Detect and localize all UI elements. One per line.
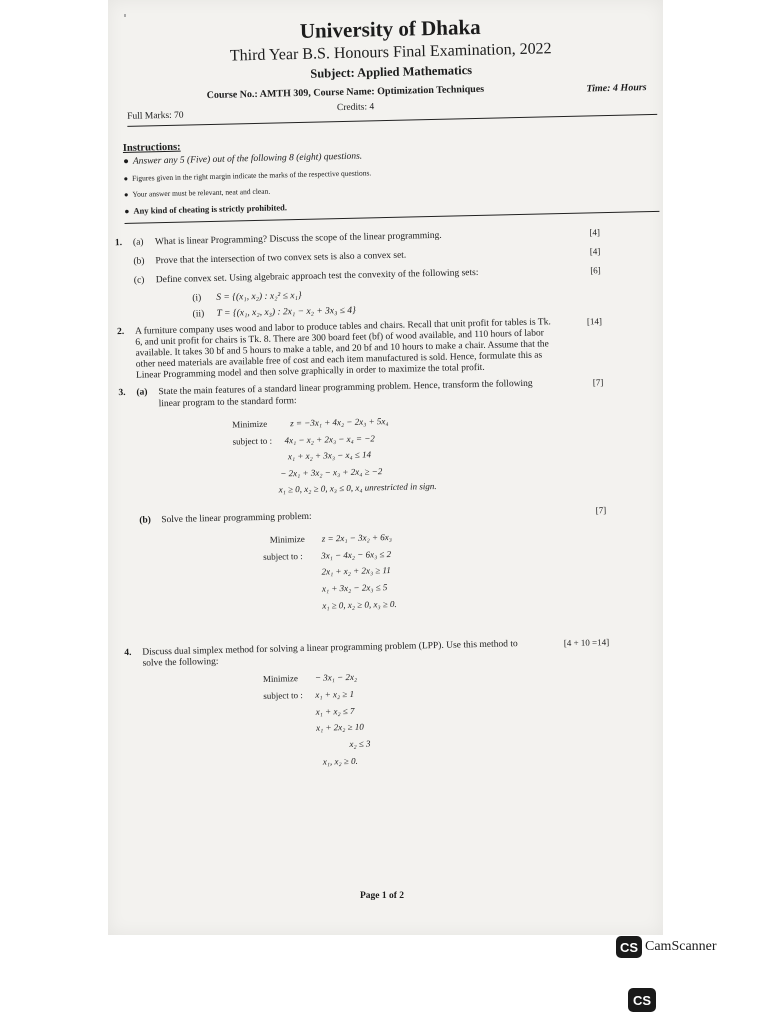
- q3a-lp: Minimize z = −3x₁ + 4x₂ − 2x₃ + 5x₄ subject to : 4x₁ − x₂ + 2x₃ − x₄ = −2 x₁ + x₂ + 3x₃ − x₄ ≤ 14 − 2x₁ + 3x₂ − x₃ + 2x₄ ≥ −2 x₁ ≥ 0, x₂ ≥ 0, x₃ ≤ 0, x₄ unrestricted in sign.: [232, 415, 437, 496]
- question-number: 1.: [114, 238, 123, 249]
- questions: [115, 227, 612, 774]
- exam-title: Third Year B.S. Honours Final Examination, 2022: [229, 40, 552, 65]
- question-1: [115, 227, 602, 321]
- question-number: 3.: [118, 388, 126, 399]
- q1-part-c: (c) Define convex set. Using algebraic approach test the convexity of the following sets: [6]: [133, 264, 601, 286]
- q3-part-a: (a) State the main features of a standard linear programming problem. Hence, transform the following linear program to the standard form: [7]: [136, 377, 604, 410]
- credits: Credits: 4: [336, 102, 375, 114]
- instruction-item: ● Any kind of cheating is strictly prohibited.: [124, 202, 288, 216]
- exam-paper: [114, 12, 647, 779]
- instructions: [123, 132, 620, 216]
- instructions-list: [123, 146, 619, 216]
- bullet-icon: ●: [123, 156, 130, 167]
- bullet-icon: ●: [123, 173, 129, 183]
- time-allowed: Time: 4 Hours: [586, 82, 647, 95]
- question-number: 2.: [116, 326, 125, 337]
- marks: [7]: [592, 377, 604, 388]
- q4-lp: Minimize − 3x₁ − 2x₂ subject to : x₁ + x₂ ≥ 1 x₁ + x₂ ≤ 7 x₁ + 2x₂ ≥ 10 x₂ ≤ 3 x₁, x₂ ≥ 0.: [262, 672, 371, 767]
- marks: [4]: [589, 246, 601, 257]
- scan-speck: [124, 14, 126, 17]
- marks: [7]: [595, 505, 607, 516]
- instruction-item: ● Figures given in the right margin indicate the marks of the respective questions.: [123, 168, 372, 183]
- q1-set-ii: (ii) T = {(x₁, x₂, x₃) : 2x₁ − x₂ + 3x₃ ≤ 4}: [192, 305, 356, 320]
- marks: [14]: [586, 315, 603, 327]
- bullet-icon: ●: [124, 205, 130, 216]
- q2-text: A furniture company uses wood and labor to produce tables and chairs. Recall that unit profit for tables is Tk. 6, and unit profit for chairs is Tk. 8. There are 300 board feet (bf) of wood available, and 110 hours of labor available. It takes 30 bf and 5 hours to make a table, and 20 bf and 10 hours to make a chair. Assume that the other need materials are available free of cost and each item manufactured is sold. Hence, formulate this as Linear Programming model and then solve graphically in order to maximize the total profit. [14]: [134, 315, 603, 381]
- course-no: Course No.: AMTH 309,: [206, 87, 311, 102]
- question-4: [124, 637, 612, 774]
- q1-part-b: (b) Prove that the intersection of two convex sets is also a convex set. [4]: [133, 246, 601, 267]
- marks: [6]: [590, 264, 601, 276]
- q1-part-a: (a) What is linear Programming? Discuss the scope of the linear programming. [4]: [132, 227, 600, 248]
- course-name: Course Name: Optimization Techniques: [313, 83, 485, 99]
- page-number: Page 1 of 2: [360, 891, 405, 901]
- q1-set-i: (i) S = {(x₁, x₂) : x₂² ≤ x₁}: [192, 290, 302, 304]
- question-number: 4.: [124, 648, 132, 659]
- instruction-item: ● Answer any 5 (Five) out of the following 8 (eight) questions.: [123, 151, 363, 167]
- full-marks: Full Marks: 70: [127, 110, 184, 122]
- bullet-icon: ●: [123, 189, 129, 199]
- q3b-lp: Minimize z = 2x₁ − 3x₂ + 6x₃ subject to : 3x₁ − 4x₂ − 6x₃ ≤ 2 2x₁ + x₂ + 2x₃ ≥ 11 x₁ + 3x₂ − 2x₃ ≤ 5 x₁ ≥ 0, x₂ ≥ 0, x₃ ≥ 0.: [263, 531, 397, 611]
- instructions-title: Instructions:: [122, 141, 181, 154]
- camscanner-logo-icon: CS: [616, 936, 642, 958]
- university-title: University of Dhaka: [299, 14, 481, 43]
- q4-text: Discuss dual simplex method for solving a linear programming problem (LPP). Use this method to solve the following: [4 + 10 =14]: [142, 637, 610, 669]
- subject-line: Subject: Applied Mathematics: [310, 63, 473, 81]
- camscanner-watermark: CamScanner: [645, 939, 717, 954]
- marks: [4 + 10 =14]: [563, 637, 610, 649]
- question-3: [118, 377, 608, 618]
- question-2: [117, 316, 603, 383]
- marks: [4]: [589, 227, 600, 238]
- camscanner-logo-icon: CS: [628, 988, 656, 1012]
- q3-part-b: (b) Solve the linear programming problem: [7]: [139, 505, 607, 526]
- instruction-item: ● Your answer must be relevant, neat and clean.: [123, 186, 271, 199]
